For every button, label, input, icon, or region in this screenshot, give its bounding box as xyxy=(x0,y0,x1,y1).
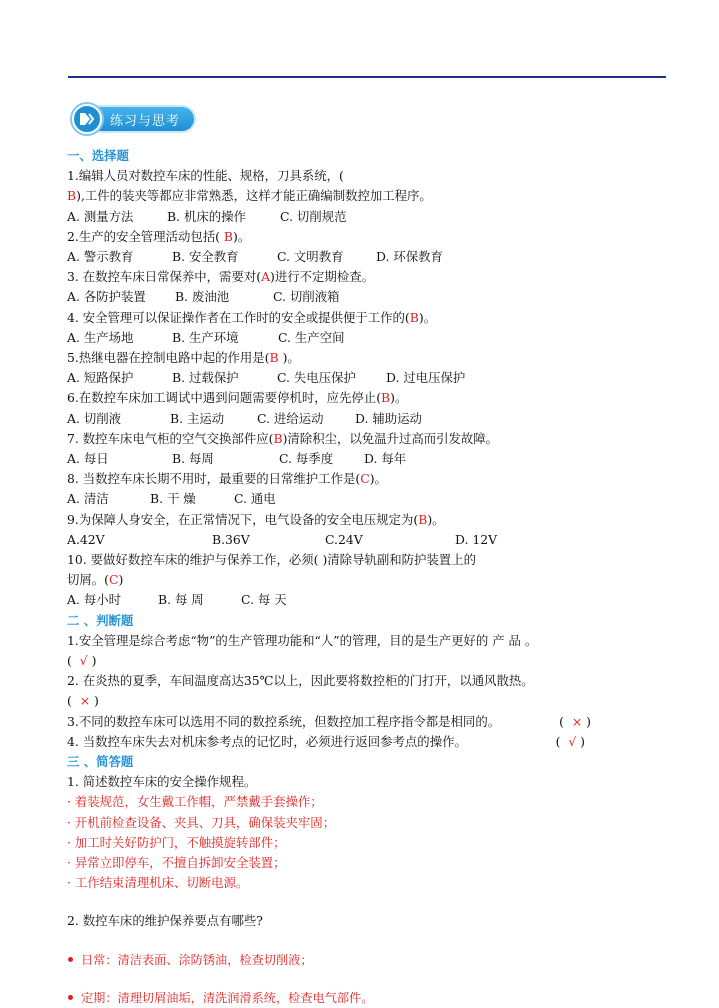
stem-text: )。 xyxy=(418,309,437,325)
question-stem xyxy=(67,308,667,328)
option-row xyxy=(67,449,667,469)
option-row xyxy=(67,207,667,227)
question-stem xyxy=(67,469,667,489)
judge-answer: ( √ ) xyxy=(67,652,97,668)
option: B. 机床的操作 xyxy=(167,208,246,224)
option: B. 干 燥 xyxy=(150,491,196,507)
judge-mark: √ xyxy=(79,652,88,668)
option-row xyxy=(67,530,667,550)
question-stem xyxy=(67,166,667,186)
question-stem-continued xyxy=(67,186,667,206)
option: A. 短路保护 xyxy=(67,370,134,386)
option: C. 通电 xyxy=(234,491,276,507)
option-row xyxy=(67,489,667,509)
question-stem xyxy=(67,510,667,530)
judge-questions xyxy=(67,631,667,752)
stem-text: 9.为保障人身安全，在正常情况下，电气设备的安全电压规定为( xyxy=(67,511,419,527)
option: C. 切削液箱 xyxy=(273,289,340,305)
option: C. 文明教育 xyxy=(277,249,344,264)
short-question-2: 2. 数控车床的维护保养要点有哪些? xyxy=(67,913,263,929)
option: B. 每 周 xyxy=(158,592,204,608)
judge-text: 3.不同的数控车床可以选用不同的数控系统，但数控加工程序指令都是相同的。 xyxy=(67,713,501,729)
option: C.24V xyxy=(325,531,363,547)
judge-statement xyxy=(67,732,667,752)
option: C. 进给运动 xyxy=(257,410,324,426)
stem-text: )。 xyxy=(369,471,387,487)
choice-questions xyxy=(67,166,667,610)
answer-line: · 工作结束清理机床、切断电源。 xyxy=(67,875,249,891)
answer-letter: B xyxy=(269,349,279,365)
answer-letter: B xyxy=(409,309,419,325)
stem-text: )。 xyxy=(390,390,408,406)
option: B. 安全教育 xyxy=(172,249,239,264)
question-stem xyxy=(67,550,667,570)
judge-mark: × xyxy=(571,713,583,729)
option: D. 12V xyxy=(455,531,498,547)
stem-text: 2.生产的安全管理活动包括( xyxy=(67,228,220,244)
stem-text: )。 xyxy=(427,511,445,527)
judge-mark: × xyxy=(79,693,91,709)
option: A. 每日 xyxy=(67,450,109,466)
answer-letter: C xyxy=(109,572,119,588)
question-stem xyxy=(67,267,667,287)
option-row xyxy=(67,328,667,348)
short-answer-1 xyxy=(67,792,667,893)
option: D. 每年 xyxy=(364,450,407,466)
option: B.36V xyxy=(212,531,250,547)
option: A. 测量方法 xyxy=(67,208,134,224)
judge-answer: ( × ) xyxy=(559,713,591,729)
stem-text: 4. 安全管理可以保证操作者在工作时的安全或提供便于工作的( xyxy=(67,309,410,325)
option: A. 警示教育 xyxy=(67,249,134,264)
judge-answer: ( √ ) xyxy=(555,733,585,749)
stem-text: )进行不定期检查。 xyxy=(270,269,374,285)
option: D. 辅助运动 xyxy=(355,410,422,426)
option: C. 每季度 xyxy=(279,450,334,466)
badge-label: 练习与思考 xyxy=(110,114,181,129)
option: D. 环保教育 xyxy=(376,249,443,264)
judge-statement: 2. 在炎热的夏季，车间温度高达35℃以上，因此要将数控柜的门打开，以通风散热。 xyxy=(67,673,534,689)
option-row xyxy=(67,409,667,429)
stem-text: )。 xyxy=(278,349,300,365)
bullet-icon xyxy=(68,995,73,1000)
option: C. 每 天 xyxy=(241,592,287,608)
answer-line: · 异常立即停车，不擅自拆卸安全装置； xyxy=(67,854,286,870)
option: B. 生产环境 xyxy=(172,329,239,345)
judge-statement xyxy=(67,712,667,732)
answer-letter: B xyxy=(219,228,233,244)
section-title-short: 三 、简答题 xyxy=(67,753,134,769)
bullet-icon xyxy=(68,957,73,962)
stem-text: ),工件的装夹等都应非常熟悉，这样才能正确编制数控加工程序。 xyxy=(76,188,432,204)
judge-statement: 1.安全管理是综合考虑“物”的生产管理功能和“人”的管理，目的是生产更好的 产 品 。 xyxy=(67,632,538,648)
answer-letter: A xyxy=(261,269,271,285)
option: B. 每周 xyxy=(172,450,214,466)
option: B. 过载保护 xyxy=(172,370,239,386)
option: C. 生产空间 xyxy=(278,329,345,345)
question-stem xyxy=(67,227,667,247)
stem-text: )。 xyxy=(233,228,251,244)
answer-line: · 开机前检查设备、夹具、刀具，确保装夹牢固； xyxy=(67,814,336,830)
question-stem xyxy=(67,348,667,368)
answer-text: 定期：清理切屑油垢，清洗润滑系统，检查电气部件。 xyxy=(81,990,374,1005)
option-row xyxy=(67,247,667,267)
option: B. 主运动 xyxy=(170,410,225,426)
option: A. 各防护装置 xyxy=(67,289,146,305)
judge-answer: ( × ) xyxy=(67,693,99,709)
answer-bullet xyxy=(67,950,667,970)
practice-badge xyxy=(72,104,196,134)
section-title-judge: 二 、判断题 xyxy=(67,612,134,628)
answer-letter: B xyxy=(273,430,283,446)
option: B. 废油池 xyxy=(175,289,230,305)
option: C. 切削规范 xyxy=(280,208,347,224)
option: A.42V xyxy=(67,531,105,547)
stem-text: 5.热继电器在控制电路中起的作用是( xyxy=(67,349,270,365)
question-stem-continued xyxy=(67,570,667,590)
answer-letter: B xyxy=(67,188,77,204)
option-row xyxy=(67,287,667,307)
answer-line: · 加工时关好防护门，不触摸旋转部件； xyxy=(67,834,286,850)
judge-mark: √ xyxy=(568,733,577,749)
section-title-choice: 一、选择题 xyxy=(67,148,129,163)
arrow-right-icon xyxy=(72,104,102,134)
short-question-1: 1. 简述数控车床的安全操作规程。 xyxy=(67,774,257,790)
option: A. 生产场地 xyxy=(67,329,134,345)
answer-letter: C xyxy=(360,471,370,487)
stem-text: 10. 要做好数控车床的维护与保养工作，必须( )清除导轨副和防护装置上的 xyxy=(67,551,476,567)
option-row xyxy=(67,590,667,610)
stem-text: 3. 在数控车床日常保养中，需要对( xyxy=(67,269,262,285)
stem-text: ) xyxy=(118,572,124,588)
option: C. 失电压保护 xyxy=(277,370,356,386)
answer-bullet xyxy=(67,988,667,1008)
exercise-content xyxy=(67,146,667,1008)
stem-text: )清除积尘，以免温升过高而引发故障。 xyxy=(282,430,499,446)
answer-letter: B xyxy=(381,390,391,406)
stem-text: 切屑。( xyxy=(67,572,110,588)
option: A. 清洁 xyxy=(67,491,109,507)
option-row xyxy=(67,368,667,388)
header-rule xyxy=(68,76,666,78)
judge-text: 4. 当数控车床失去对机床参考点的记忆时，必须进行返回参考点的操作。 xyxy=(67,733,467,749)
answer-text: 日常：清洁表面、涂防锈油，检查切削液； xyxy=(81,952,313,967)
stem-text: 8. 当数控车床长期不用时，最重要的日常维护工作是( xyxy=(67,471,361,487)
stem-text: 6.在数控车床加工调试中遇到问题需要停机时，应先停止( xyxy=(67,390,382,406)
stem-text: 7. 数控车床电气柜的空气交换部件应( xyxy=(67,430,274,446)
option: D. 过电压保护 xyxy=(386,370,466,386)
option: A. 每小时 xyxy=(67,592,121,608)
question-stem xyxy=(67,429,667,449)
answer-line: · 着装规范，女生戴工作帽，严禁戴手套操作； xyxy=(67,794,323,810)
stem-text: 1.编辑人员对数控车床的性能、规格，刀具系统，( xyxy=(67,168,344,184)
question-stem xyxy=(67,388,667,408)
answer-letter: B xyxy=(418,511,428,527)
option: A. 切削液 xyxy=(67,410,121,426)
